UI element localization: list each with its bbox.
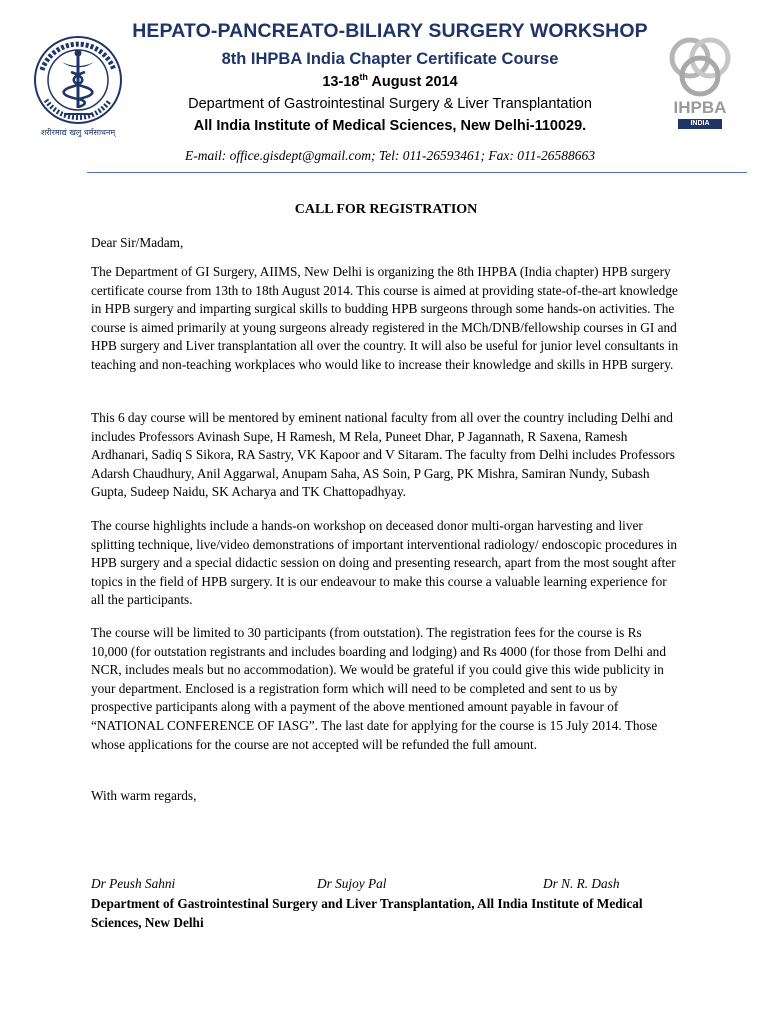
contact-line: E-mail: office.gisdept@gmail.com; Tel: 011-26593461; Fax: 011-26588663 — [185, 148, 595, 163]
header-divider — [87, 172, 747, 173]
signatory-pal: Dr Sujoy Pal — [317, 876, 387, 891]
dates-suffix: th — [359, 72, 368, 83]
dates-month: August 2014 — [367, 74, 458, 90]
institute-name: All India Institute of Medical Sciences, New Delhi-110029. — [193, 118, 587, 134]
ihpba-logo — [658, 36, 742, 132]
department-name: Department of Gastrointestinal Surgery & Liver Transplantation — [188, 96, 592, 112]
paragraph-faculty: This 6 day course will be mentored by eminent national faculty from all over the country including Delhi and includes Professors Avinash Supe, H Ramesh, M Rela, Puneet Dhar, P Jagannath, R Saxena, Ramesh Ardhanari, Sadiq S Sikora, RA Sastry, VK Kapoor and V Sitaram. The faculty from Delhi includes Professors Adarsh Chaudhury, Anil Aggarwal, Anupam Saha, AS Soin, P Garg, PK Mishra, Samiran Nundy, Subash Gupta, Sudeep Naidu, SK Acharya and TK Chattopadhyay. — [91, 410, 675, 500]
course-title: 8th IHPBA India Chapter Certificate Course — [221, 50, 559, 68]
footer-department: Department of Gastrointestinal Surgery and Liver Transplantation, All India Institute of Medical Sciences, New Delhi — [91, 896, 643, 930]
aiims-motto: शरीरमाद्यं खलु धर्मसाधनम् — [40, 128, 116, 137]
dates-range: 13-18 — [322, 74, 360, 90]
ihpba-india-text: INDIA — [690, 120, 710, 127]
salutation: Dear Sir/Madam, — [91, 235, 184, 250]
closing: With warm regards, — [91, 788, 197, 803]
signatory-dash: Dr N. R. Dash — [543, 876, 620, 891]
aiims-logo — [22, 30, 134, 142]
paragraph-intro: The Department of GI Surgery, AIIMS, New Delhi is organizing the 8th IHPBA (India chapter) HPB surgery certificate course from 13th to 18th August 2014. This course is aimed at providing state-of-the-art knowledge in HPB surgery and imparting surgical skills to budding HPB surgeons through some hands-on activities. The course is aimed primarily at young surgeons already registered in the MCh/DNB/fellowship courses in GI and HPB surgery and Liver transplantation all over the country. It will also be useful for junior level consultants in teaching and non-teaching workplaces who would like to increase their knowledge and skills in HPB surgery. — [91, 264, 679, 372]
course-dates — [140, 74, 640, 90]
workshop-title: HEPATO-PANCREATO-BILIARY SURGERY WORKSHOP — [132, 20, 648, 42]
paragraph-highlights: The course highlights include a hands-on workshop on deceased donor multi-organ harvesting and liver splitting technique, live/video demonstrations of important interventional radiology/ endoscopic procedures in HPB surgery and a special didactic session on doing and presenting research, apart from the most sought after topics in the field of HPB surgery. It is our endeavour to make this course a valuable learning experience for all the participants. — [91, 518, 678, 608]
ihpba-text: IHPBA — [673, 98, 727, 117]
signatory-sahni: Dr Peush Sahni — [91, 876, 176, 891]
paragraph-registration: The course will be limited to 30 participants (from outstation). The registration fees for the course is Rs 10,000 (for outstation registrants and includes boarding and lodging) and Rs 4000 (for those from Delhi and NCR, includes meals but no accommodation). We would be grateful if you could give this wide publicity in your department. Enclosed is a registration form which will need to be completed and sent to us by prospective participants along with a payment of the above mentioned amount payable in favour of “NATIONAL CONFERENCE OF IASG”. The last date for applying for the course is 15 July 2014. Those whose applications for the course are not accepted will be refunded the full amount. — [91, 625, 666, 752]
letter-heading: CALL FOR REGISTRATION — [294, 202, 478, 217]
